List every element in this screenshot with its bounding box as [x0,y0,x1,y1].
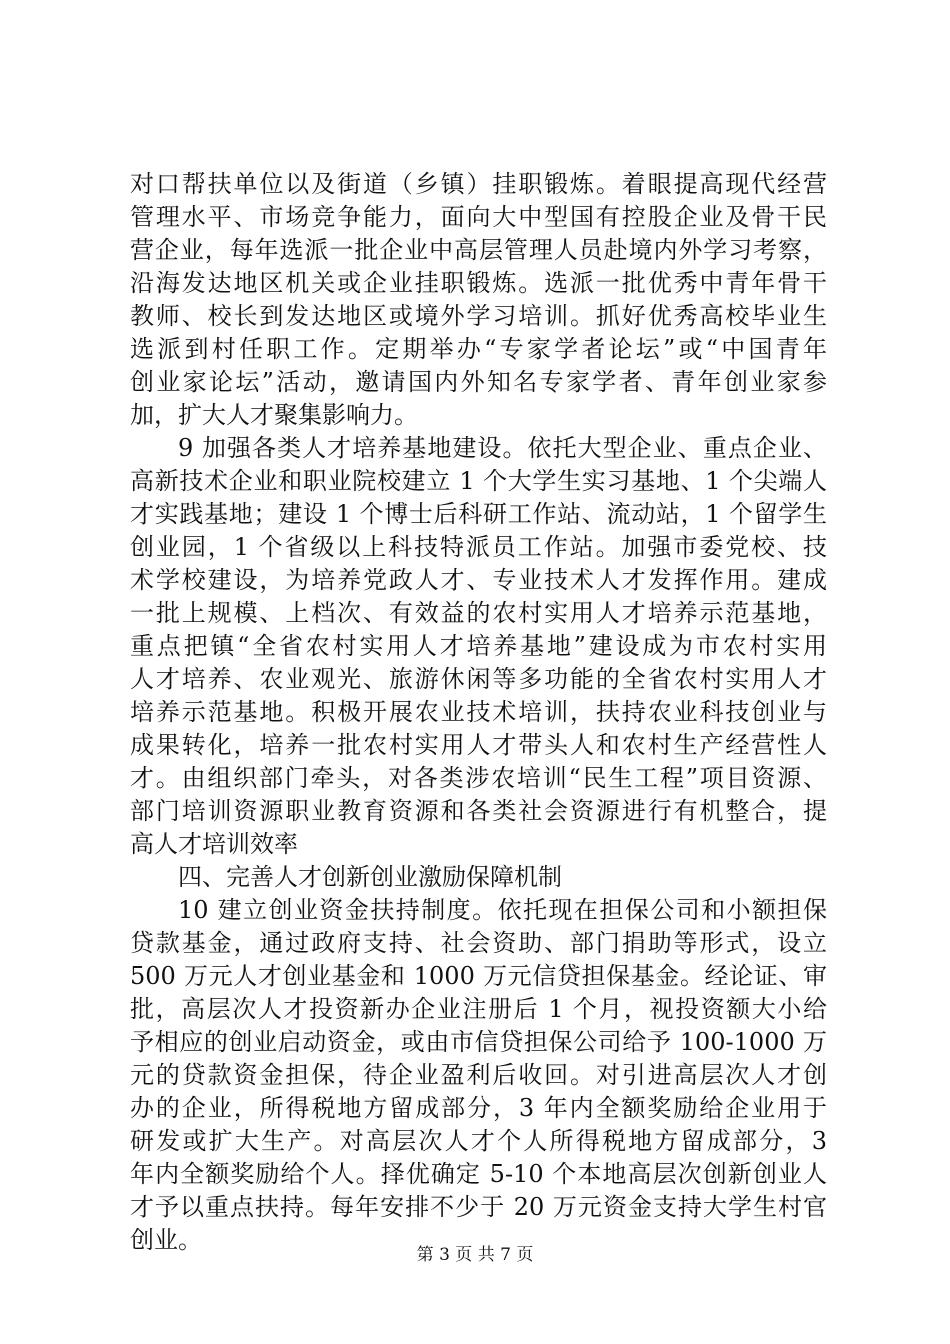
text-line: 批，高层次人才投资新办企业注册后 1 个月，视投资额大小给 [130,995,827,1023]
text-line: 成果转化，培养一批农村实用人才带头人和农村生产经营性人 [130,731,827,759]
text-line: 对口帮扶单位以及街道（乡镇）挂职锻炼。着眼提高现代经营 [130,170,827,198]
text-line: 9 加强各类人才培养基地建设。依托大型企业、重点企业、 [178,434,827,462]
page-number-footer: 第 3 页 共 7 页 [416,1245,534,1265]
text-line: 创业园，1 个省级以上科技特派员工作站。加强市委党校、技 [130,533,827,561]
text-line: 创业。 [130,1226,202,1254]
paragraph [130,168,827,432]
text-line: 管理水平、市场竞争能力，面向大中型国有控股企业及骨干民 [130,203,827,231]
text-line: 高人才培训效率 [130,830,298,858]
text-line: 人才培养、农业观光、旅游休闲等多功能的全省农村实用人才 [130,665,827,693]
text-line: 年内全额奖励给个人。择优确定 5-10 个本地高层次创新创业人 [130,1160,827,1188]
text-line: 办的企业，所得税地方留成部分，3 年内全额奖励给企业用于 [130,1094,827,1122]
text-line: 贷款基金，通过政府支持、社会资助、部门捐助等形式，设立 [130,929,827,957]
text-line: 营企业，每年选派一批企业中高层管理人员赴境内外学习考察， [130,236,827,264]
text-line: 培养示范基地。积极开展农业技术培训，扶持农业科技创业与 [130,698,827,726]
text-line: 500 万元人才创业基金和 1000 万元信贷担保基金。经论证、审 [130,962,827,990]
text-line: 部门培训资源职业教育资源和各类社会资源进行有机整合，提 [130,797,827,825]
text-line: 予相应的创业启动资金，或由市信贷担保公司给予 100-1000 万 [130,1028,827,1056]
text-line: 高新技术企业和职业院校建立 1 个大学生实习基地、1 个尖端人 [130,467,827,495]
paragraph [130,894,827,1257]
text-line: 术学校建设，为培养党政人才、专业技术人才发挥作用。建成 [130,566,827,594]
text-line: 教师、校长到发达地区或境外学习培训。抓好优秀高校毕业生 [130,302,827,330]
paragraph [130,432,827,861]
text-line: 重点把镇“全省农村实用人才培养基地”建设成为市农村实用 [130,632,827,660]
text-line: 加，扩大人才聚集影响力。 [130,401,418,429]
text-line: 一批上规模、上档次、有效益的农村实用人才培养示范基地， [130,599,827,627]
text-line: 才。由组织部门牵头，对各类涉农培训“民生工程”项目资源、 [130,764,827,792]
text-line: 研发或扩大生产。对高层次人才个人所得税地方留成部分，3 [130,1127,827,1155]
text-line: 选派到村任职工作。定期举办“专家学者论坛”或“中国青年 [130,335,827,363]
paragraph [130,861,827,894]
text-line: 才予以重点扶持。每年安排不少于 20 万元资金支持大学生村官 [130,1193,827,1221]
text-line: 元的贷款资金担保，待企业盈利后收回。对引进高层次人才创 [130,1061,827,1089]
text-line: 四、完善人才创新创业激励保障机制 [178,863,562,891]
text-line: 创业家论坛”活动，邀请国内外知名专家学者、青年创业家参 [130,368,827,396]
text-line: 10 建立创业资金扶持制度。依托现在担保公司和小额担保 [178,896,827,924]
document-body [130,168,827,1257]
text-line: 才实践基地；建设 1 个博士后科研工作站、流动站，1 个留学生 [130,500,827,528]
text-line: 沿海发达地区机关或企业挂职锻炼。选派一批优秀中青年骨干 [130,269,827,297]
